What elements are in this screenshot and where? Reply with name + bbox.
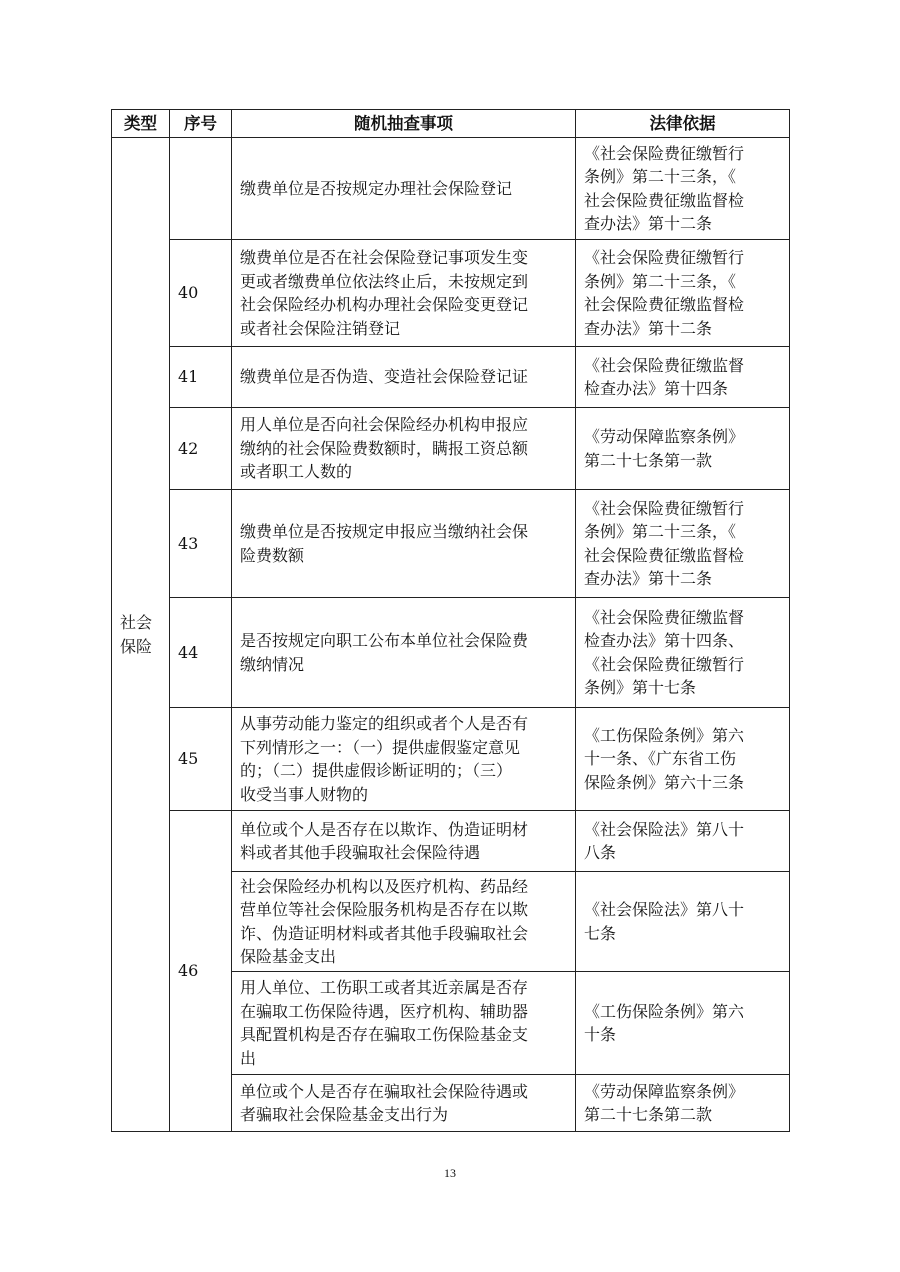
table-row bbox=[112, 138, 790, 240]
category-cell bbox=[112, 138, 170, 1132]
header-number: 序号 bbox=[170, 110, 232, 138]
row-item: 用人单位、工伤职工或者其近亲属是否存 在骗取工伤保险待遇，医疗机构、辅助器 具配置机构是否存在骗取工伤保险基金支 出 bbox=[232, 972, 576, 1075]
row-item: 从事劳动能力鉴定的组织或者个人是否有 下列情形之一：（一）提供虚假鉴定意见 的；（二）提供虚假诊断证明的；（三） 收受当事人财物的 bbox=[232, 708, 576, 811]
row-number: 40 bbox=[170, 240, 232, 347]
row-item: 是否按规定向职工公布本单位社会保险费 缴纳情况 bbox=[232, 598, 576, 708]
row-basis: 《社会保险费征缴监督 检查办法》第十四条、 《社会保险费征缴暂行 条例》第十七条 bbox=[576, 598, 790, 708]
table-row bbox=[112, 240, 790, 347]
table-row bbox=[112, 490, 790, 598]
table-row bbox=[112, 347, 790, 408]
table-header-row bbox=[112, 110, 790, 138]
table-row bbox=[112, 598, 790, 708]
row-basis: 《社会保险法》第八十 七条 bbox=[576, 872, 790, 972]
row-item: 缴费单位是否按规定办理社会保险登记 bbox=[232, 138, 576, 240]
row-item: 用人单位是否向社会保险经办机构申报应 缴纳的社会保险费数额时，瞒报工资总额 或者职工人数的 bbox=[232, 408, 576, 490]
inspection-table bbox=[111, 109, 790, 1132]
row-basis: 《社会保险费征缴暂行 条例》第二十三条，《 社会保险费征缴监督检 查办法》第十二条 bbox=[576, 138, 790, 240]
row-basis: 《劳动保障监察条例》 第二十七条第一款 bbox=[576, 408, 790, 490]
row-basis: 《社会保险费征缴监督 检查办法》第十四条 bbox=[576, 347, 790, 408]
row-number bbox=[170, 138, 232, 240]
row-item: 缴费单位是否按规定申报应当缴纳社会保 险费数额 bbox=[232, 490, 576, 598]
row-item: 单位或个人是否存在骗取社会保险待遇或 者骗取社会保险基金支出行为 bbox=[232, 1075, 576, 1132]
row-item: 单位或个人是否存在以欺诈、伪造证明材 料或者其他手段骗取社会保险待遇 bbox=[232, 811, 576, 872]
row-item: 缴费单位是否在社会保险登记事项发生变 更或者缴费单位依法终止后，未按规定到 社会保险经办机构办理社会保险变更登记 或者社会保险注销登记 bbox=[232, 240, 576, 347]
row-number: 44 bbox=[170, 598, 232, 708]
table-row bbox=[112, 408, 790, 490]
table-row bbox=[112, 811, 790, 872]
row-basis: 《社会保险法》第八十 八条 bbox=[576, 811, 790, 872]
row-number: 45 bbox=[170, 708, 232, 811]
row-number: 43 bbox=[170, 490, 232, 598]
row-number: 46 bbox=[170, 811, 232, 1132]
header-item: 随机抽查事项 bbox=[232, 110, 576, 138]
category-label: 社会 保险 bbox=[120, 613, 153, 656]
row-number: 42 bbox=[170, 408, 232, 490]
table-row bbox=[112, 708, 790, 811]
header-type: 类型 bbox=[112, 110, 170, 138]
header-legal-basis: 法律依据 bbox=[576, 110, 790, 138]
row-number: 41 bbox=[170, 347, 232, 408]
row-basis: 《劳动保障监察条例》 第二十七条第二款 bbox=[576, 1075, 790, 1132]
row-item: 社会保险经办机构以及医疗机构、药品经 营单位等社会保险服务机构是否存在以欺 诈、伪造证明材料或者其他手段骗取社会 保险基金支出 bbox=[232, 872, 576, 972]
row-basis: 《工伤保险条例》第六 十一条、《广东省工伤 保险条例》第六十三条 bbox=[576, 708, 790, 811]
row-basis: 《社会保险费征缴暂行 条例》第二十三条，《 社会保险费征缴监督检 查办法》第十二条 bbox=[576, 240, 790, 347]
row-item: 缴费单位是否伪造、变造社会保险登记证 bbox=[232, 347, 576, 408]
page-number: 13 bbox=[444, 1166, 456, 1180]
row-basis: 《工伤保险条例》第六 十条 bbox=[576, 972, 790, 1075]
row-basis: 《社会保险费征缴暂行 条例》第二十三条，《 社会保险费征缴监督检 查办法》第十二条 bbox=[576, 490, 790, 598]
